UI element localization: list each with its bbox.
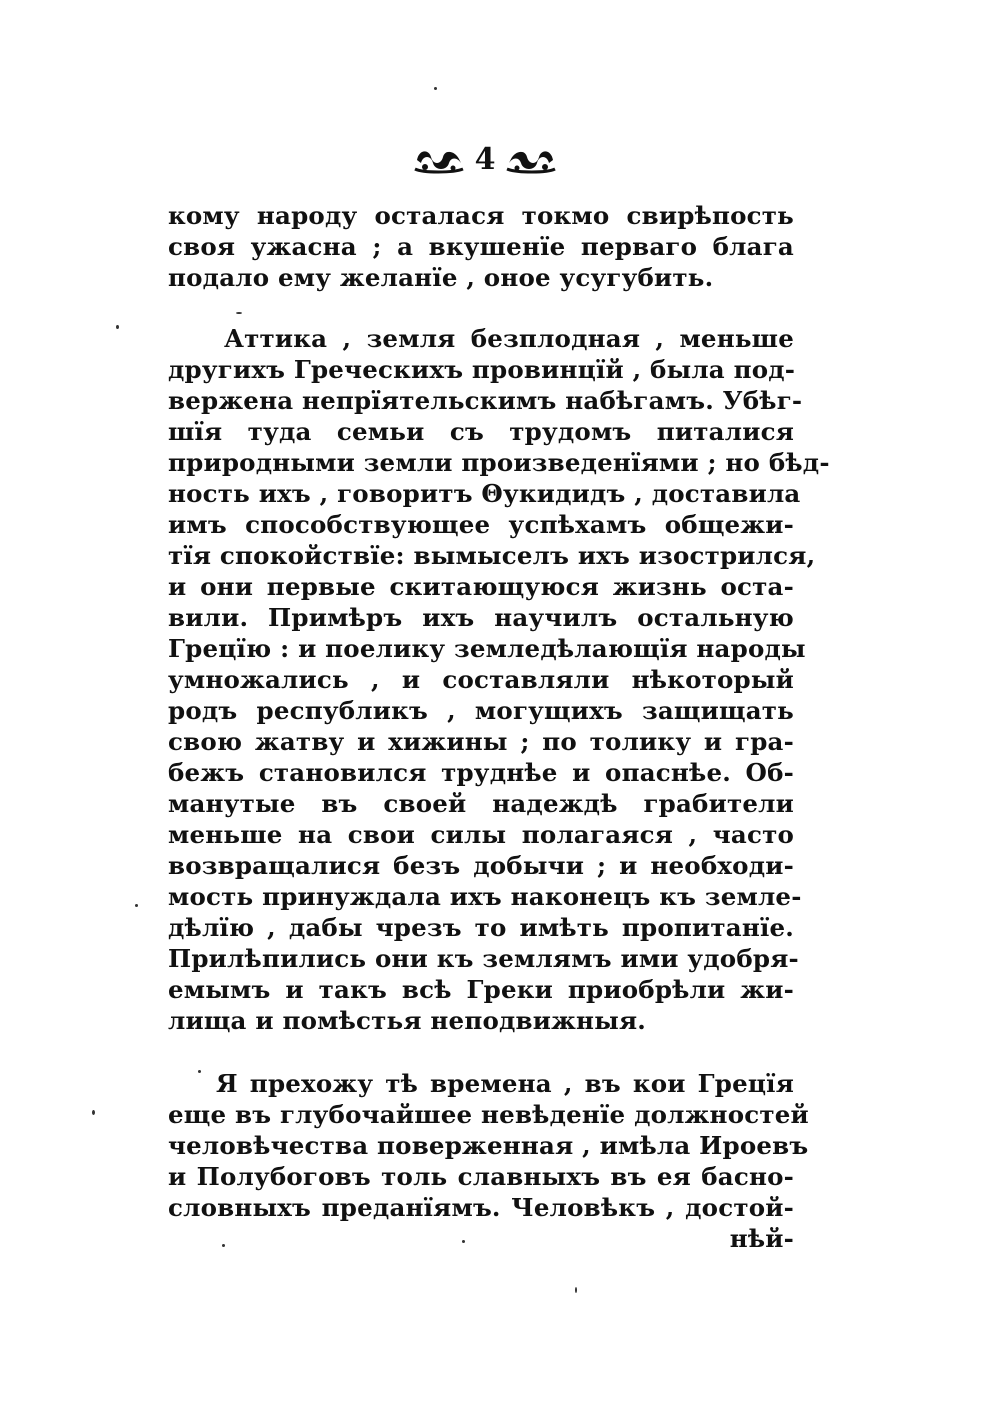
text-line: вержена непрїятельскимъ набѣгамъ. Убѣг- — [168, 386, 803, 415]
text-line: свою жатву и хижины ; по толику и гра- — [168, 727, 794, 756]
text-line: вили. Примѣръ ихъ научилъ остальную — [168, 603, 794, 632]
text-line: емымъ и такъ всѣ Греки приобрѣли жи- — [168, 975, 794, 1004]
text-line: умножались , и составляли нѣкоторый — [168, 665, 794, 694]
scan-speck — [434, 87, 437, 90]
text-line: лища и помѣстья неподвижныя. — [168, 1006, 646, 1035]
text-line: манутые въ своей надеждѣ грабители — [168, 789, 794, 818]
text-line: дѣлїю , дабы чрезъ то имѣть пропитанїе. — [168, 913, 794, 942]
scan-speck — [92, 1110, 95, 1115]
text-line: ность ихъ , говоритъ Θукидидъ , доставила — [168, 479, 801, 508]
scan-speck — [198, 1070, 201, 1073]
text-line: мость принуждала ихъ наконецъ къ земле- — [168, 882, 802, 911]
decorative-ornament-left — [413, 145, 465, 175]
scan-speck — [116, 325, 119, 329]
text-line: родъ республикъ , могущихъ защищать — [168, 696, 794, 725]
text-line: подало ему желанїе , оное усугубить. — [168, 263, 714, 292]
text-line: Грецїю : и поелику земледѣлающїя народы — [168, 634, 806, 663]
text-line: бежъ становился труднѣе и опаснѣе. Об- — [168, 758, 794, 787]
text-line: шїя туда семьи съ трудомъ питалися — [168, 417, 794, 446]
paragraph-greece — [168, 1068, 809, 1254]
text-line: другихъ Греческихъ провинцїй , была под- — [168, 355, 796, 384]
page-header — [405, 140, 565, 180]
scan-speck — [135, 904, 138, 907]
page-number: 4 — [474, 142, 496, 177]
text-line: еще въ глубочайшее невѣденїе должностей — [168, 1100, 809, 1129]
text-line: Я прехожу тѣ времена , въ кои Грецїя — [216, 1069, 794, 1098]
text-line: Прилѣпились они къ землямъ ими удобря- — [168, 944, 799, 973]
text-line: возвращалися безъ добычи ; и необходи- — [168, 851, 794, 880]
paragraph-continuation — [168, 200, 794, 293]
text-line: природными земли произведенїями ; но бѣд- — [168, 448, 830, 477]
text-line: и Полубоговъ толь славныхъ въ ея басно- — [168, 1162, 794, 1191]
text-line: и они первые скитающуюся жизнь оста- — [168, 572, 794, 601]
text-line: своя ужасна ; а вкушенїе перваго блага — [168, 232, 794, 261]
text-line: человѣчества поверженная , имѣла Ироевъ — [168, 1131, 809, 1160]
text-line: меньше на свои силы полагаяся , часто — [168, 820, 794, 849]
decorative-ornament-right — [505, 145, 557, 175]
catchword: нѣй- — [729, 1224, 794, 1253]
scan-speck — [462, 1240, 465, 1243]
text-line: кому народу осталася токмо свирѣпость — [168, 201, 794, 230]
scan-speck — [236, 312, 242, 314]
scan-speck — [222, 1244, 225, 1247]
scan-speck — [575, 1287, 577, 1293]
text-line: имъ способствующее успѣхамъ общежи- — [168, 510, 794, 539]
paragraph-attica — [168, 323, 830, 1036]
text-line: Аттика , земля безплодная , меньше — [224, 324, 794, 353]
text-line: словныхъ преданїямъ. Человѣкъ , достой- — [168, 1193, 794, 1222]
text-line: тїя спокойствїе: вымыселъ ихъ изострился, — [168, 541, 816, 570]
